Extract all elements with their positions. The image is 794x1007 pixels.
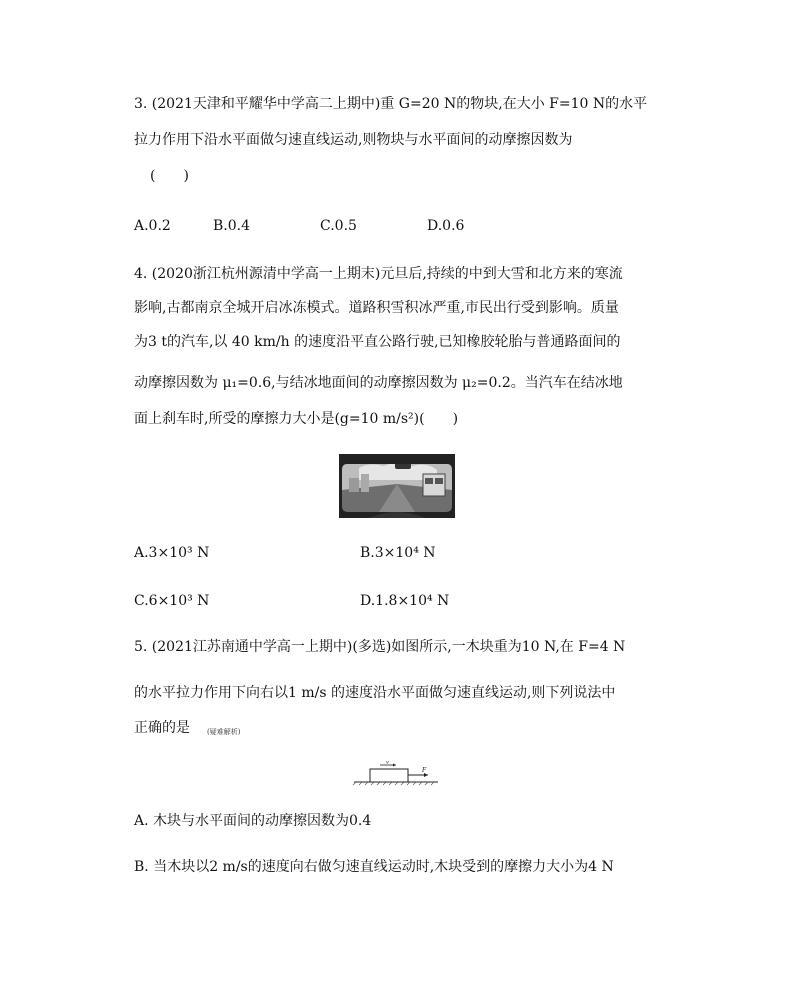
q5-difficulty-tag: (疑难解析) [207, 728, 241, 736]
q4-stem-line3: 为3 t的汽车,以 40 km/h 的速度沿平直公路行驶,已知橡胶轮胎与普通路面间的 [134, 334, 621, 350]
q4-option-c[interactable]: C.6×10³ N [134, 593, 210, 609]
q4-option-d[interactable]: D.1.8×10⁴ N [360, 593, 450, 609]
q4-option-a[interactable]: A.3×10³ N [134, 545, 210, 561]
q5-stem-line2: 的水平拉力作用下向右以1 m/s 的速度沿水平面做匀速直线运动,则下列说法中 [134, 685, 616, 701]
q3-option-a[interactable]: A.0.2 [134, 218, 171, 234]
q5-option-b[interactable]: B. 当木块以2 m/s的速度向右做匀速直线运动时,木块受到的摩擦力大小为4 N [134, 859, 614, 875]
q3-stem-line2: 拉力作用下沿水平面做匀速直线运动,则物块与水平面间的动摩擦因数为 [134, 132, 573, 148]
q3-option-b[interactable]: B.0.4 [213, 218, 251, 234]
q5-stem-line1: 5. (2021江苏南通中学高一上期中)(多选)如图所示,一木块重为10 N,在 F=4 N [134, 639, 626, 655]
q3-stem-line1: 3. (2021天津和平耀华中学高二上期中)重 G=20 N的物块,在大小 F=10 N的水平 [134, 96, 648, 112]
force-label: F [422, 767, 427, 774]
q3-answer-paren: ( ) [150, 168, 189, 184]
q3-option-c[interactable]: C.0.5 [320, 218, 357, 234]
q5-stem-line3: 正确的是 [134, 720, 190, 736]
q4-stem-line4: 动摩擦因数为 μ₁=0.6,与结冰地面间的动摩擦因数为 μ₂=0.2。当汽车在结冰地 [134, 375, 623, 391]
q4-stem-line1: 4. (2020浙江杭州源清中学高一上期末)元旦后,持续的中到大雪和北方来的寒流 [134, 266, 623, 282]
q3-option-d[interactable]: D.0.6 [427, 218, 465, 234]
q4-stem-line2: 影响,古都南京全城开启冰冻模式。道路积雪积冰严重,市民出行受到影响。质量 [134, 300, 619, 316]
q5-option-a[interactable]: A. 木块与水平面间的动摩擦因数为0.4 [134, 813, 372, 829]
velocity-label: v [386, 760, 389, 766]
q4-option-b[interactable]: B.3×10⁴ N [360, 545, 436, 561]
q4-stem-line5: 面上刹车时,所受的摩擦力大小是(g=10 m/s²)( ) [134, 411, 459, 427]
block-on-surface-diagram [350, 760, 442, 786]
car-windshield-illustration [339, 454, 455, 518]
